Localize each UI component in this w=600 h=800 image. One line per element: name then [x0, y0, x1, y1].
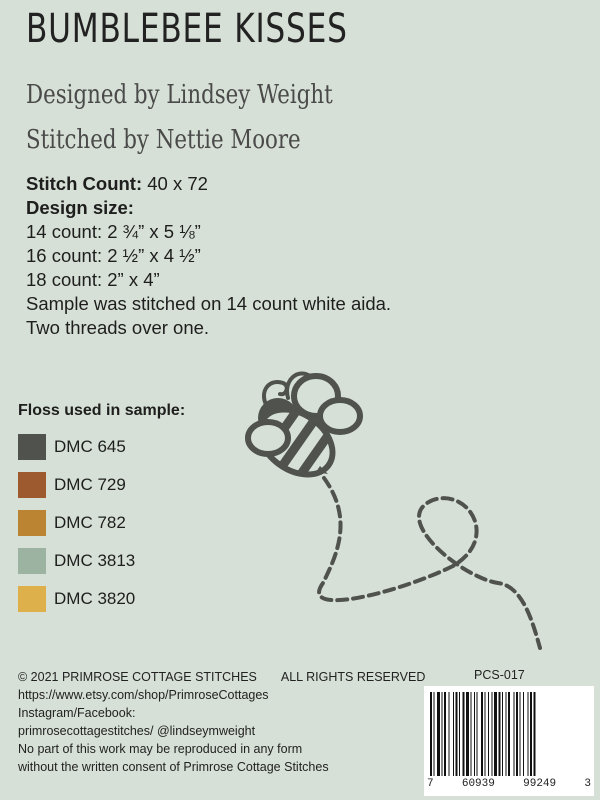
fabric-note: Sample was stitched on 14 count white aida. — [26, 293, 392, 314]
floss-heading: Floss used in sample: — [18, 402, 186, 419]
floss-item — [18, 542, 185, 580]
copyright-text: © 2021 PRIMROSE COTTAGE STITCHES — [18, 670, 257, 684]
barcode-bar — [459, 692, 460, 776]
threads-note: Two threads over one. — [26, 317, 210, 338]
legal-notice: No part of this work may be reproduced in any form — [18, 742, 303, 756]
bee-wing — [248, 422, 288, 454]
floss-swatch — [18, 472, 46, 498]
size-18-count: 18 count: 2” x 4” — [26, 269, 160, 290]
barcode-bar — [488, 692, 489, 776]
barcode-bar — [442, 692, 443, 776]
stitch-count-value: 40 x 72 — [147, 173, 208, 194]
floss-label: DMC 3820 — [54, 589, 136, 608]
barcode-digit: 7 — [427, 778, 434, 790]
barcode-digits — [424, 778, 594, 790]
barcode-bar — [506, 692, 507, 776]
barcode-bar — [499, 692, 501, 776]
floss-swatch — [18, 434, 46, 460]
barcode-bar — [485, 692, 486, 776]
barcode-bar — [477, 692, 478, 776]
barcode-bar — [430, 692, 432, 776]
bumblebee-illustration — [228, 358, 558, 658]
barcode-bar — [444, 692, 446, 776]
floss-list — [18, 402, 185, 618]
floss-swatch — [18, 510, 46, 536]
barcode-bar — [508, 692, 510, 776]
barcode-bar — [471, 692, 472, 776]
barcode-digit: 3 — [584, 778, 591, 790]
floss-item — [18, 580, 185, 618]
barcode-digit: 60939 — [461, 778, 495, 790]
floss-swatch — [18, 548, 46, 574]
floss-label: DMC 645 — [54, 437, 126, 456]
floss-item — [18, 466, 185, 504]
barcode-bar — [534, 692, 536, 776]
floss-label: DMC 729 — [54, 475, 126, 494]
barcode — [424, 686, 594, 796]
legal-notice: without the written consent of Primrose Cottage Stitches — [18, 760, 329, 774]
designer-credit: Designed by Lindsey Weight — [26, 80, 333, 110]
floss-item — [18, 504, 185, 542]
barcode-bars — [424, 686, 594, 778]
barcode-bar — [474, 692, 475, 776]
barcode-bar — [494, 692, 497, 776]
barcode-bar — [516, 692, 518, 776]
copyright-line — [18, 668, 425, 686]
barcode-bar — [520, 692, 521, 776]
etsy-link[interactable]: https://www.etsy.com/shop/PrimroseCottages — [18, 688, 269, 702]
barcode-bar — [463, 692, 465, 776]
barcode-bar — [492, 692, 493, 776]
bee-wing — [320, 400, 360, 432]
floss-item — [18, 428, 185, 466]
barcode-bar — [530, 692, 532, 776]
barcode-bar — [434, 692, 435, 776]
pattern-title: BUMBLEBEE KISSES — [26, 6, 348, 52]
barcode-bar — [449, 692, 450, 776]
barcode-bar — [466, 692, 469, 776]
social-label: Instagram/Facebook: — [18, 706, 136, 720]
floss-swatch — [18, 586, 46, 612]
stitch-count-label: Stitch Count: — [26, 173, 143, 194]
floss-label: DMC 3813 — [54, 551, 136, 570]
stitcher-credit: Stitched by Nettie Moore — [26, 125, 301, 155]
rights-text: ALL RIGHTS RESERVED — [280, 670, 426, 684]
barcode-bar — [523, 692, 524, 776]
barcode-bar — [481, 692, 483, 776]
size-16-count: 16 count: 2 ½” x 4 ½” — [26, 245, 201, 266]
footer — [18, 668, 425, 776]
barcode-bar — [528, 692, 529, 776]
barcode-bar — [514, 692, 515, 776]
design-size-label: Design size: — [26, 197, 134, 218]
social-handles: primrosecottagestitches/ @lindseymweight — [18, 724, 256, 738]
stitch-count-row — [26, 172, 391, 196]
barcode-bar — [456, 692, 458, 776]
barcode-bar — [502, 692, 503, 776]
flight-trail — [319, 478, 540, 648]
size-14-count: 14 count: 2 ¾” x 5 ⅛” — [26, 221, 201, 242]
floss-label: DMC 782 — [54, 513, 126, 532]
barcode-digit: 99249 — [523, 778, 557, 790]
pattern-specs — [26, 172, 391, 340]
barcode-bar — [437, 692, 440, 776]
barcode-bar — [453, 692, 454, 776]
pattern-code: PCS-017 — [474, 668, 525, 682]
